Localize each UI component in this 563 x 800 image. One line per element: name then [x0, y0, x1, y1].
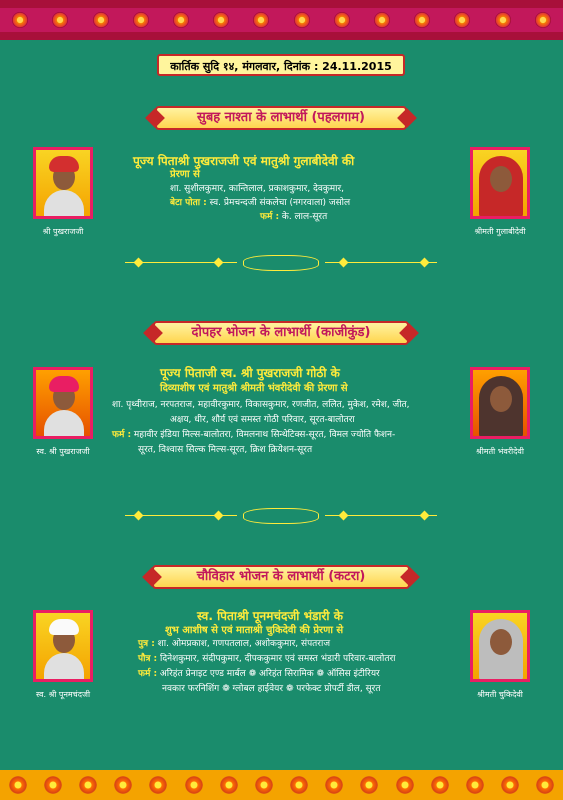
section-2-line: सूरत, विश्वास सिल्क मिल्स-सूरत, क्रिश क्रियेशन-सूरत — [138, 445, 313, 455]
section-2-right-caption: श्रीमती भंवरीदेवी — [476, 447, 524, 456]
section-1-line: फर्म : के. लाल-सूरत — [260, 212, 328, 222]
section-3-heading-2: शुभ आशीष से एवं माताश्री चुकिदेवी की प्रेरणा से — [165, 625, 344, 636]
bottom-floral-border — [0, 770, 563, 800]
section-2-heading-2: दिव्याशीष एवं मातुश्री श्रीमती भंवरीदेवी की प्रेरणा से — [160, 383, 348, 394]
section-3-line: पौत्र : दिनेशकुमार, संदीपकुमार, दीपककुमार एवं समस्त भंडारी परिवार-बालोतरा — [138, 654, 396, 664]
section-3-right-photo — [470, 610, 530, 682]
section-3-line: पुत्र : शा. ओमप्रकाश, गणपतलाल, अशोककुमार, संपतराज — [138, 639, 330, 649]
section-2-right-photo — [470, 367, 530, 439]
section-3-line: नवकार फरनिशिंग ❁ ग्लोबल हाईवेयर ❁ परफेक्ट प्रोपर्टी डील, सूरत — [162, 684, 381, 694]
section-3-line: फर्म : अरिहंत प्रेनाइट एण्ड मार्बल ❁ अरिहंत सिरामिक ❁ ऑसिस इंटीरियर — [138, 669, 380, 679]
section-2-line: फर्म : महावीर इंडिया मिल्स-बालोतरा, विमलनाथ सिन्थेटिक्स-सूरत, विमल ज्योति फैशन- — [112, 430, 396, 440]
section-1-banner: सुबह नाश्ता के लाभार्थी (पहलगाम) — [155, 106, 407, 130]
section-3-left-caption: स्व. श्री पूनमचंदजी — [35, 690, 91, 699]
section-1-heading-2: प्रेरणा से — [170, 169, 200, 180]
section-3-left-photo — [33, 610, 93, 682]
section-2-heading-1: पूज्य पिताजी स्व. श्री पुखराजजी गोठी के — [160, 366, 340, 380]
section-2-banner: दोपहर भोजन के लाभार्थी (काजीकुंड) — [153, 321, 409, 345]
section-2-left-photo — [33, 367, 93, 439]
section-2-left-caption: स्व. श्री पुखराजजी — [36, 447, 90, 456]
ornamental-divider — [125, 507, 437, 525]
section-2-line: शा. पृथ्वीराज, नरपतराज, महावीरकुमार, विकासकुमार, रणजीत, ललित, मुकेश, रमेश, जीत, — [112, 400, 410, 410]
section-1-right-caption: श्रीमती गुलाबीदेवी — [474, 227, 526, 236]
section-1-line: शा. सुशीलकुमार, कान्तिलाल, प्रकाशकुमार, देवकुमार, — [170, 184, 345, 194]
section-1-heading-1: पूज्य पिताश्री पुखराजजी एवं मातुश्री गुलाबीदेवी की — [133, 154, 355, 168]
section-3-banner: चौविहार भोजन के लाभार्थी (कटरा) — [152, 565, 410, 589]
section-1-line: बेटा पोता : स्व. प्रेमचन्दजी संकलेचा (नगरवाला) जसोल — [170, 198, 351, 208]
ornamental-divider — [125, 254, 437, 272]
date-line: कार्तिक सुदि १४, मंगलवार, दिनांक : 24.11.2015 — [157, 54, 405, 76]
section-2-line: अक्षय, धीर, शौर्य एवं समस्त गोठी परिवार, सूरत-बालोतरा — [170, 415, 355, 425]
section-1-right-photo — [470, 147, 530, 219]
section-1-left-caption: श्री पुखराजजी — [42, 227, 84, 236]
top-floral-border — [0, 0, 563, 40]
section-3-heading-1: स्व. पिताश्री पूनमचंदजी भंडारी के — [197, 609, 343, 623]
section-1-left-photo — [33, 147, 93, 219]
section-3-right-caption: श्रीमती चुकिदेवी — [477, 690, 523, 699]
